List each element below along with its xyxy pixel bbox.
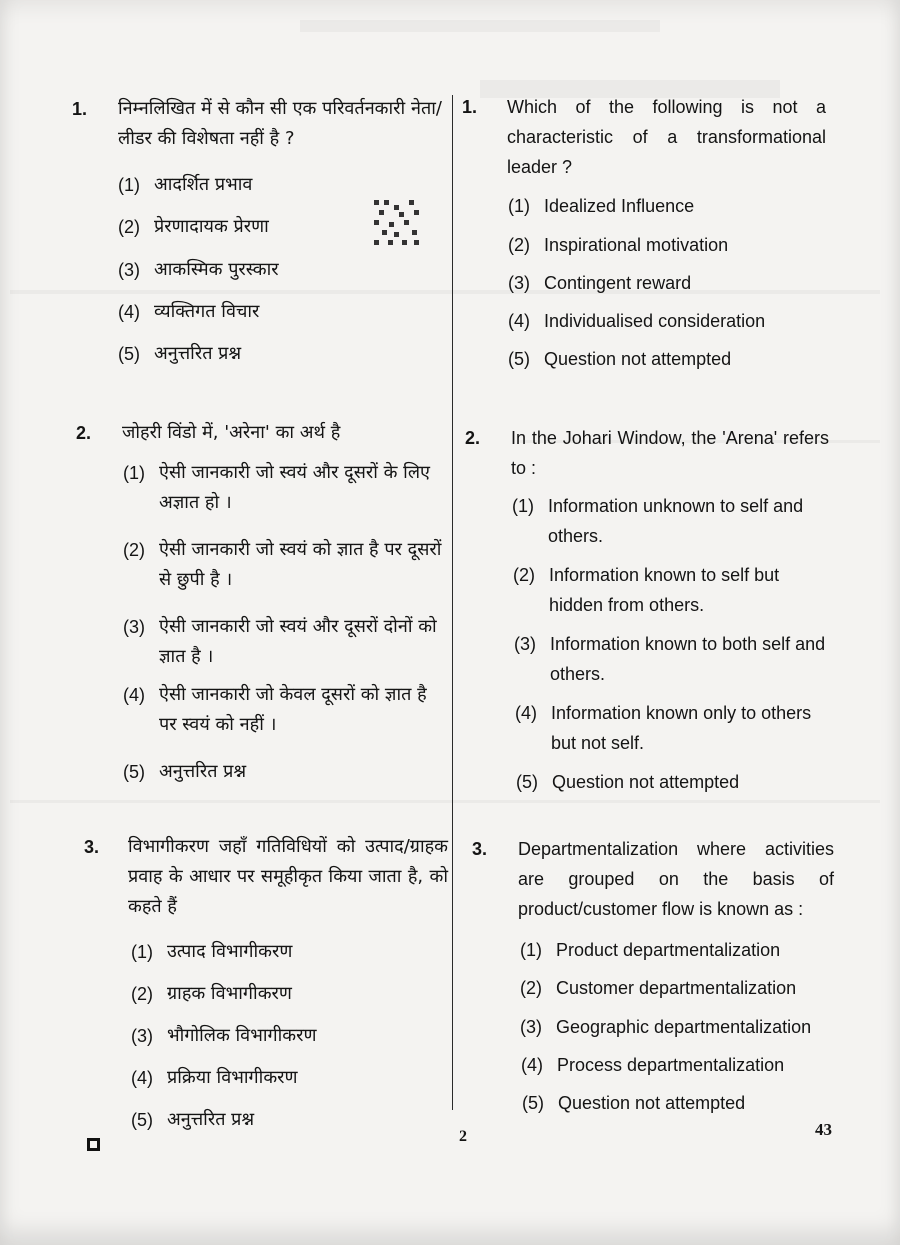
option-3: (3) Contingent reward bbox=[508, 273, 692, 293]
option-3: (3) Geographic departmentalization bbox=[520, 1017, 812, 1037]
option-5: (5) Question not attempted bbox=[516, 772, 740, 792]
booklet-code: 43 bbox=[815, 1120, 832, 1139]
option-4: (4) Individualised consideration bbox=[508, 311, 766, 331]
qr-code-mark bbox=[374, 200, 420, 246]
option-4: (4) प्रक्रिया विभागीकरण bbox=[131, 1067, 298, 1088]
question-text: In the Johari Window, the 'Arena' refers to : bbox=[511, 428, 829, 478]
option-3: (3) Information known to both self and others. bbox=[514, 634, 826, 684]
option-4: (4) ऐसी जानकारी जो केवल दूसरों को ज्ञात है पर स्वयं को नहीं । bbox=[123, 684, 427, 735]
option-1: (1) Information unknown to self and others. bbox=[512, 496, 804, 546]
option-5: (5) अनुत्तरित प्रश्न bbox=[131, 1109, 255, 1130]
question-number: 2. bbox=[76, 423, 92, 443]
question-number: 2. bbox=[465, 428, 481, 448]
square-marker-icon bbox=[87, 1138, 100, 1151]
column-divider bbox=[452, 95, 453, 1110]
option-5: (5) अनुत्तरित प्रश्न bbox=[123, 761, 247, 782]
option-2: (2) Information known to self but hidden from others. bbox=[513, 565, 780, 615]
option-2: (2) Inspirational motivation bbox=[508, 235, 729, 255]
option-1: (1) आदर्शित प्रभाव bbox=[118, 174, 253, 195]
question-text: विभागीकरण जहाँ गतिविधियों को उत्पाद/ग्राहक प्रवाह के आधार पर समूहीकृत किया जाता है, को कहते हैं bbox=[128, 836, 448, 917]
question-number: 3. bbox=[84, 837, 100, 857]
question-number: 1. bbox=[462, 97, 478, 117]
option-1: (1) उत्पाद विभागीकरण bbox=[131, 941, 293, 962]
option-2: (2) ऐसी जानकारी जो स्वयं को ज्ञात है पर दूसरों से छुपी है । bbox=[123, 539, 442, 590]
option-2: (2) प्रेरणादायक प्रेरणा bbox=[118, 216, 269, 237]
option-5: (5) Question not attempted bbox=[522, 1093, 746, 1113]
question-number: 3. bbox=[472, 839, 488, 859]
question-text: Which of the following is not a characteristic of a transformational leader ? bbox=[507, 97, 826, 177]
page-number: 2 bbox=[459, 1128, 467, 1145]
option-3: (3) ऐसी जानकारी जो स्वयं और दूसरों दोनों को ज्ञात है । bbox=[123, 616, 437, 667]
option-3: (3) भौगोलिक विभागीकरण bbox=[131, 1025, 317, 1046]
option-1: (1) Idealized Influence bbox=[508, 196, 695, 216]
option-3: (3) आकस्मिक पुरस्कार bbox=[118, 259, 279, 280]
question-number: 1. bbox=[72, 99, 88, 119]
option-4: (4) Information known only to others but not self. bbox=[515, 703, 812, 753]
question-text: Departmentalization where activities are grouped on the basis of product/customer flow is known as : bbox=[518, 839, 834, 919]
option-4: (4) व्यक्तिगत विचार bbox=[118, 301, 260, 322]
option-5: (5) Question not attempted bbox=[508, 349, 732, 369]
option-1: (1) Product departmentalization bbox=[520, 940, 781, 960]
option-2: (2) Customer departmentalization bbox=[520, 978, 797, 998]
question-text: जोहरी विंडो में, 'अरेना' का अर्थ है bbox=[122, 422, 341, 443]
option-4: (4) Process departmentalization bbox=[521, 1055, 785, 1075]
option-5: (5) अनुत्तरित प्रश्न bbox=[118, 343, 242, 364]
option-2: (2) ग्राहक विभागीकरण bbox=[131, 983, 292, 1004]
option-1: (1) ऐसी जानकारी जो स्वयं और दूसरों के लिए अज्ञात हो । bbox=[123, 462, 430, 513]
question-text: निम्नलिखित में से कौन सी एक परिवर्तनकारी नेता/लीडर की विशेषता नहीं है ? bbox=[118, 98, 442, 149]
